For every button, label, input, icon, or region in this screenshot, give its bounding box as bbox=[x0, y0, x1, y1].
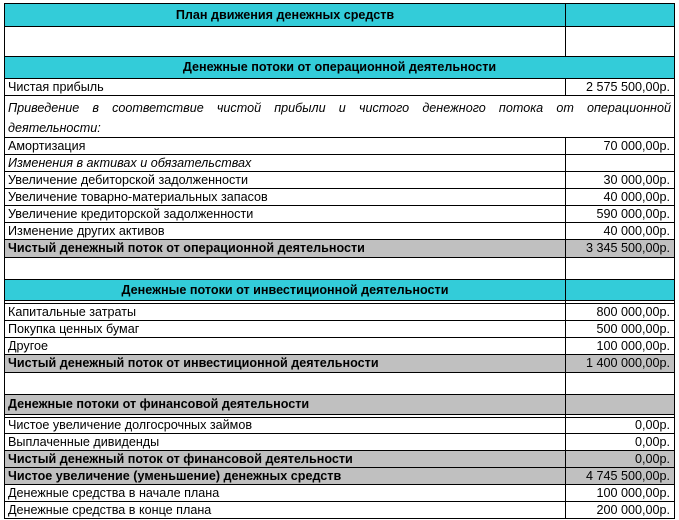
table-row bbox=[4, 501, 675, 518]
operating-header: Денежные потоки от операционной деятельности bbox=[4, 56, 675, 78]
row-label: Покупка ценных бумаг bbox=[4, 320, 565, 337]
total-row bbox=[4, 354, 675, 372]
operating-header-row bbox=[4, 56, 675, 78]
adjustment-note-line1: Приведение в соответствие чистой прибыли и чистого денежного потока от операционной bbox=[8, 101, 671, 115]
table-row bbox=[4, 188, 675, 205]
financing-header-row bbox=[4, 394, 675, 414]
row-label: Изменения в активах и обязательствах bbox=[4, 154, 565, 171]
financing-header: Денежные потоки от финансовой деятельности bbox=[4, 394, 565, 414]
blank-value-cell bbox=[565, 26, 675, 56]
row-value: 30 000,00р. bbox=[565, 171, 675, 188]
total-label: Чистый денежный поток от инвестиционной деятельности bbox=[4, 354, 565, 372]
row-value: 100 000,00р. bbox=[565, 337, 675, 354]
row-label: Увеличение дебиторской задолженности bbox=[4, 171, 565, 188]
row-value: 100 000,00р. bbox=[565, 484, 675, 501]
page-title: План движения денежных средств bbox=[4, 3, 565, 26]
row-value: 200 000,00р. bbox=[565, 501, 675, 518]
row-value: 40 000,00р. bbox=[565, 222, 675, 239]
investing-header-value bbox=[565, 279, 675, 300]
blank-cell bbox=[4, 26, 565, 56]
table-row bbox=[4, 154, 675, 171]
blank-value-cell bbox=[565, 257, 675, 279]
row-label: Чистое увеличение долгосрочных займов bbox=[4, 417, 565, 433]
row-label: Выплаченные дивиденды bbox=[4, 433, 565, 450]
table-row bbox=[4, 417, 675, 433]
total-label: Чистый денежный поток от операционной деятельности bbox=[4, 239, 565, 257]
blank-cell bbox=[4, 257, 565, 279]
blank-row bbox=[4, 257, 675, 279]
table-bottom-border bbox=[4, 518, 675, 519]
table-row bbox=[4, 320, 675, 337]
row-value: 2 575 500,00р. bbox=[565, 78, 675, 95]
row-label: Другое bbox=[4, 337, 565, 354]
financing-header-value bbox=[565, 394, 675, 414]
row-label: Чистая прибыль bbox=[4, 78, 565, 95]
investing-header: Денежные потоки от инвестиционной деятельности bbox=[4, 279, 565, 300]
row-label: Изменение других активов bbox=[4, 222, 565, 239]
adjustment-note-row bbox=[4, 95, 675, 137]
blank-value-cell bbox=[565, 372, 675, 394]
title-value-cell bbox=[565, 3, 675, 26]
table-row bbox=[4, 433, 675, 450]
total-value: 4 745 500,00р. bbox=[565, 467, 675, 484]
total-label: Чистый денежный поток от финансовой деятельности bbox=[4, 450, 565, 467]
total-label: Чистое увеличение (уменьшение) денежных средств bbox=[4, 467, 565, 484]
table-row bbox=[4, 484, 675, 501]
row-value: 40 000,00р. bbox=[565, 188, 675, 205]
investing-header-row bbox=[4, 279, 675, 300]
row-value: 800 000,00р. bbox=[565, 303, 675, 320]
row-value: 70 000,00р. bbox=[565, 137, 675, 154]
blank-cell bbox=[4, 372, 565, 394]
adjustment-note-line2: деятельности: bbox=[8, 121, 101, 135]
table-row bbox=[4, 303, 675, 320]
total-row bbox=[4, 450, 675, 467]
table-row bbox=[4, 222, 675, 239]
total-value: 0,00р. bbox=[565, 450, 675, 467]
row-value: 0,00р. bbox=[565, 417, 675, 433]
table-row bbox=[4, 171, 675, 188]
table-row bbox=[4, 337, 675, 354]
row-label: Увеличение кредиторской задолженности bbox=[4, 205, 565, 222]
title-row bbox=[4, 3, 675, 26]
row-value: 500 000,00р. bbox=[565, 320, 675, 337]
total-value: 3 345 500,00р. bbox=[565, 239, 675, 257]
table-row bbox=[4, 205, 675, 222]
row-label: Амортизация bbox=[4, 137, 565, 154]
total-value: 1 400 000,00р. bbox=[565, 354, 675, 372]
row-value bbox=[565, 154, 675, 171]
total-row bbox=[4, 467, 675, 484]
blank-row bbox=[4, 372, 675, 394]
table-row bbox=[4, 137, 675, 154]
row-label: Денежные средства в конце плана bbox=[4, 501, 565, 518]
row-value: 590 000,00р. bbox=[565, 205, 675, 222]
blank-row bbox=[4, 26, 675, 56]
row-label: Капитальные затраты bbox=[4, 303, 565, 320]
adjustment-note bbox=[4, 95, 675, 137]
row-label: Увеличение товарно-материальных запасов bbox=[4, 188, 565, 205]
total-row bbox=[4, 239, 675, 257]
row-label: Денежные средства в начале плана bbox=[4, 484, 565, 501]
table-row bbox=[4, 78, 675, 95]
row-value: 0,00р. bbox=[565, 433, 675, 450]
